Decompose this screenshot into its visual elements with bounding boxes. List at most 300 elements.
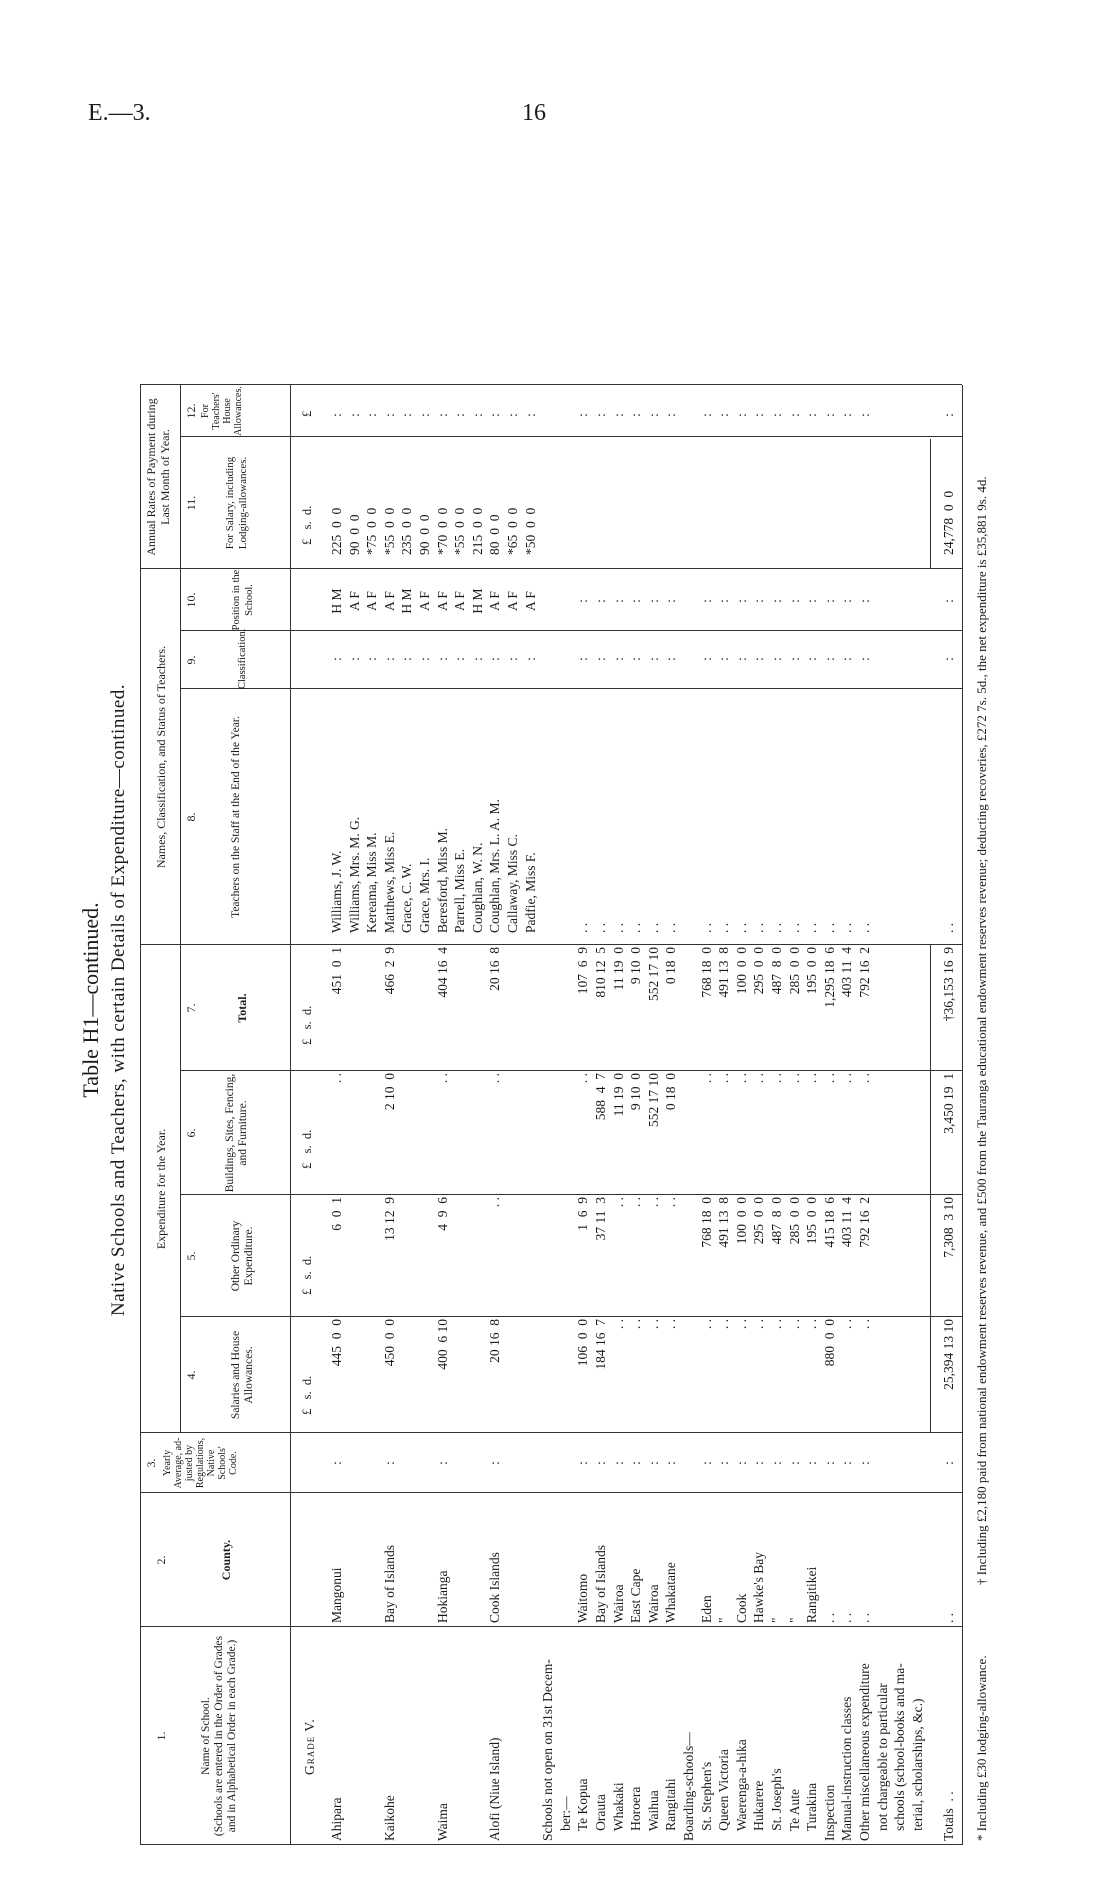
cell-name: Whakaki [610, 1782, 626, 1841]
table-row [715, 155, 732, 1845]
cell-teacher: . . [751, 922, 767, 933]
cell-salaries: 880 0 0 [821, 1319, 837, 1367]
cell-name: Orauta [593, 1794, 608, 1841]
cell-buildings: 11 19 0 [610, 1073, 626, 1117]
cell-buildings: . . [839, 1073, 855, 1084]
cell-allowance: : [487, 413, 503, 417]
table-row [451, 155, 468, 1845]
cell-name: not chargeable to particular [874, 1683, 890, 1841]
cell-attendance: : [857, 1461, 872, 1465]
cell-salary-rate: 24,778 0 0 [941, 490, 956, 555]
table-row [874, 155, 891, 1845]
cell-other-exp: 6 0 1 [329, 1197, 344, 1231]
cell-classification: : [522, 657, 538, 661]
cell-position: A F [381, 591, 397, 611]
cell-buildings: 552 17 10 [645, 1073, 661, 1127]
table-row [645, 155, 662, 1845]
table-row [398, 155, 415, 1845]
cell-teacher: Williams, J. W. [329, 850, 344, 933]
table-row [381, 155, 398, 1845]
cell-salary-rate: *55 0 0 [381, 507, 397, 555]
table-row [662, 155, 679, 1845]
colnum-8: 8. [184, 812, 198, 822]
cell-teacher: Coughlan, W. N. [469, 842, 485, 933]
cell-position: A F [487, 591, 503, 611]
cell-salaries: . . [751, 1319, 767, 1330]
cell-county: Cook Islands [487, 1552, 503, 1623]
cell-teacher: . . [857, 922, 872, 933]
cell-allowance: : [839, 413, 855, 417]
cell-other-exp: 37 11 3 [593, 1197, 608, 1241]
cell-allowance: : [769, 413, 784, 417]
table-row [504, 155, 521, 1845]
cell-name: Kaikohe [381, 1795, 397, 1841]
cell-total: 295 0 0 [751, 947, 767, 995]
cell-position: H M [399, 588, 415, 614]
cell-county: . . [821, 1612, 837, 1623]
unit-salaries: £ s. d. [300, 1375, 314, 1415]
colhead-salary-rate: For Salary, including Lodging-allowances. [224, 456, 249, 550]
cell-buildings: 3,450 19 1 [941, 1073, 956, 1134]
cell-name: Alofi (Niue Island) [487, 1737, 503, 1841]
table-row [592, 155, 609, 1845]
cell-buildings: . . [769, 1073, 784, 1084]
table-row [469, 155, 486, 1845]
cell-salaries: . . [716, 1319, 732, 1330]
cell-allowance: : [399, 413, 415, 417]
page-number: 16 [522, 100, 546, 126]
cell-attendance: : [610, 1461, 626, 1465]
cell-attendance: : [434, 1461, 450, 1465]
colhead-salaries: Salaries and House Allowances. [230, 1330, 255, 1420]
cell-county: Whakatane [663, 1562, 679, 1623]
cell-classification: : [804, 657, 820, 661]
cell-salary-rate: 225 0 0 [329, 507, 344, 555]
cell-salaries: . . [804, 1319, 820, 1330]
cell-classification: : [610, 657, 626, 661]
table-row [522, 155, 539, 1845]
colhead-buildings: Buildings, Sites, Fencing, and Furniture. [224, 1073, 249, 1193]
cell-position: : [821, 599, 837, 603]
cell-attendance: : [839, 1461, 855, 1465]
cell-position: : [593, 599, 608, 603]
cell-buildings: 9 10 0 [628, 1073, 644, 1111]
cell-teacher: . . [821, 922, 837, 933]
cell-classification: : [628, 657, 644, 661]
cell-allowance: : [469, 413, 485, 417]
cell-total: 285 0 0 [786, 947, 802, 995]
cell-other-exp: 1 6 9 [575, 1197, 591, 1231]
cell-salaries: . . [769, 1319, 784, 1330]
cell-name: Waerenga-a-hika [733, 1739, 749, 1841]
unit-total: £ s. d. [300, 1005, 314, 1045]
cell-county: Bay of Islands [593, 1545, 608, 1623]
cell-total: 107 6 9 [575, 947, 591, 995]
cell-name: Te Aute [786, 1788, 802, 1841]
cell-name: Te Kopua [575, 1778, 591, 1841]
cell-allowance: : [593, 413, 608, 417]
cell-county: . . [941, 1612, 956, 1623]
cell-salaries: 445 0 0 [329, 1319, 344, 1367]
cell-name: Manual-instruction classes [839, 1696, 855, 1841]
cell-position: : [628, 599, 644, 603]
cell-position: H M [469, 588, 485, 614]
cell-salaries: 400 6 10 [434, 1319, 450, 1370]
cell-teacher: . . [575, 922, 591, 933]
cell-classification: : [593, 657, 608, 661]
cell-position: : [716, 599, 732, 603]
cell-buildings: . . [751, 1073, 767, 1084]
cell-salary-rate: *70 0 0 [434, 507, 450, 555]
cell-name: Waihua [645, 1790, 661, 1841]
table-row [574, 155, 591, 1845]
cell-position: : [751, 599, 767, 603]
cell-name: Rangitahi [663, 1778, 679, 1841]
cell-buildings: . . [698, 1073, 714, 1084]
cell-total: 0 18 0 [663, 947, 679, 985]
cell-county: Rangitikei [804, 1566, 820, 1623]
cell-allowance: : [575, 413, 591, 417]
cell-salaries: . . [733, 1319, 749, 1330]
cell-total: 487 8 0 [769, 947, 784, 995]
page-header [0, 0, 1114, 140]
cell-salary-rate: 235 0 0 [399, 507, 415, 555]
cell-salary-rate: 90 0 0 [417, 514, 432, 555]
cell-salaries: 450 0 0 [381, 1319, 397, 1367]
cell-classification: : [346, 657, 362, 661]
unit-other-exp: £ s. d. [300, 1255, 314, 1295]
cell-attendance: : [821, 1461, 837, 1465]
cell-teacher: Kereama, Miss M. [364, 832, 380, 933]
cell-teacher: Grace, C. W. [399, 863, 415, 933]
cell-name: Boarding-schools— [681, 1732, 696, 1841]
group-expenditure: Expenditure for the Year. [154, 1128, 168, 1250]
cell-allowance: : [663, 413, 679, 417]
cell-total: 451 0 1 [329, 947, 344, 995]
colhead-attendance: Yearly Average, ad-justed by Regulations, Native Schools' Code. [162, 1437, 239, 1489]
cell-total: 9 10 0 [628, 947, 644, 985]
cell-attendance: : [645, 1461, 661, 1465]
cell-buildings: . . [786, 1073, 802, 1084]
cell-allowance: : [364, 413, 380, 417]
cell-position: : [941, 599, 956, 603]
table-row [363, 155, 380, 1845]
table-label: Table H1—continued. [78, 902, 103, 1098]
colnum-2: 2. [154, 1555, 168, 1565]
cell-buildings: 2 10 0 [381, 1073, 397, 1111]
cell-position: A F [452, 591, 468, 611]
grade-heading: Grade V. [302, 1718, 317, 1775]
cell-classification: : [769, 657, 784, 661]
cell-position: H M [329, 588, 344, 614]
cell-total: 768 18 0 [698, 947, 714, 998]
cell-salaries: 184 16 7 [593, 1319, 608, 1370]
cell-classification: : [698, 657, 714, 661]
table-row [733, 155, 750, 1845]
cell-position: : [733, 599, 749, 603]
cell-teacher: Padfie, Miss F. [522, 852, 538, 933]
cell-salary-rate: *55 0 0 [452, 507, 468, 555]
cell-name: St. Stephen's [698, 1761, 714, 1841]
cell-attendance: : [716, 1461, 732, 1465]
cell-classification: : [716, 657, 732, 661]
cell-buildings: . . [329, 1073, 344, 1084]
cell-position: : [575, 599, 591, 603]
colhead-house-allowance: For Teachers' House Allowances. [200, 386, 244, 436]
cell-name: terial, scholarships, &c.) [909, 1698, 925, 1841]
cell-position: A F [417, 591, 432, 611]
cell-county: " [786, 1617, 802, 1623]
cell-classification: : [452, 657, 468, 661]
cell-teacher: . . [593, 922, 608, 933]
cell-position: : [645, 599, 661, 603]
cell-allowance: : [716, 413, 732, 417]
cell-classification: : [434, 657, 450, 661]
cell-allowance: : [610, 413, 626, 417]
cell-classification: : [733, 657, 749, 661]
cell-teacher: Grace, Mrs. I. [417, 857, 432, 933]
table-row [627, 155, 644, 1845]
cell-teacher: . . [769, 922, 784, 933]
cell-name: ber:— [557, 1796, 573, 1841]
colhead-other-exp: Other Ordinary Expenditure. [230, 1220, 255, 1292]
cell-name: Inspection [821, 1784, 837, 1841]
cell-allowance: : [505, 413, 520, 417]
cell-allowance: : [645, 413, 661, 417]
footnote-star: * Including £30 lodging-allowance. [974, 1655, 989, 1841]
cell-buildings: . . [716, 1073, 732, 1084]
cell-county: Eden [698, 1595, 714, 1623]
cell-allowance: : [522, 413, 538, 417]
cell-buildings: . . [857, 1073, 872, 1084]
cell-county: Wairoa [610, 1584, 626, 1623]
cell-name: Horoera [628, 1786, 644, 1841]
cell-other-exp: 491 13 8 [716, 1197, 732, 1248]
cell-teacher: Matthews, Miss E. [381, 831, 397, 933]
cell-other-exp: 768 18 0 [698, 1197, 714, 1248]
cell-teacher: Callaway, Miss C. [505, 834, 520, 933]
cell-salaries: . . [663, 1319, 679, 1330]
cell-name: Ahipara [329, 1797, 344, 1841]
totals-rule-exp [930, 945, 931, 1433]
cell-name: Schools not open on 31st Decem- [540, 1659, 556, 1841]
cell-attendance: : [381, 1461, 397, 1465]
cell-allowance: : [452, 413, 468, 417]
cell-name: Totals . . [941, 1791, 956, 1841]
table-row [328, 155, 345, 1845]
cell-total: 491 13 8 [716, 947, 732, 998]
cell-position: A F [346, 591, 362, 611]
cell-county: " [769, 1617, 784, 1623]
cell-salaries: 106 0 0 [575, 1319, 591, 1367]
cell-name: Other miscellaneous expenditure [857, 1663, 872, 1841]
colnum-12: 12. [184, 403, 198, 419]
cell-classification: : [329, 657, 344, 661]
cell-other-exp: 295 0 0 [751, 1197, 767, 1245]
cell-classification: : [663, 657, 679, 661]
cell-salary-rate: 80 0 0 [487, 514, 503, 555]
cell-position: : [769, 599, 784, 603]
colnum-6: 6. [184, 1128, 198, 1138]
cell-total: 20 16 8 [487, 947, 503, 991]
colhead-name-sub: (Schools are entered in the Order of Grades and in Alphabetical Order in each Grade.) [213, 1635, 238, 1837]
table-row [909, 155, 926, 1845]
colhead-name-title: Name of School. [200, 1697, 212, 1775]
cell-salaries: . . [610, 1319, 626, 1330]
cell-buildings: . . [821, 1073, 837, 1084]
cell-total: 792 16 2 [857, 947, 872, 998]
cell-teacher: . . [786, 922, 802, 933]
cell-total: 195 0 0 [804, 947, 820, 995]
table-row [891, 155, 908, 1845]
cell-classification: : [399, 657, 415, 661]
cell-salaries: . . [857, 1319, 872, 1330]
cell-total: 1,295 18 6 [821, 947, 837, 1008]
cell-county: . . [857, 1612, 872, 1623]
cell-attendance: : [487, 1461, 503, 1465]
cell-total: 552 17 10 [645, 947, 661, 1001]
report-code: E.—3. [88, 100, 151, 126]
cell-classification: : [575, 657, 591, 661]
cell-teacher: Williams, Mrs. M. G. [346, 816, 362, 933]
cell-allowance: : [698, 413, 714, 417]
cell-name: Waima [434, 1803, 450, 1841]
cell-classification: : [941, 657, 956, 661]
cell-county: Bay of Islands [381, 1545, 397, 1623]
colnum-11: 11. [184, 495, 198, 511]
table-row [486, 155, 503, 1845]
colnum-5: 5. [184, 1251, 198, 1261]
cell-other-exp: 100 0 0 [733, 1197, 749, 1245]
cell-county: " [716, 1617, 732, 1623]
cell-allowance: : [804, 413, 820, 417]
cell-attendance: : [593, 1461, 608, 1465]
colhead-position: Position in the School. [231, 569, 255, 631]
cell-classification: : [417, 657, 432, 661]
table-row [821, 155, 838, 1845]
cell-other-exp: . . [487, 1197, 503, 1208]
cell-teacher: . . [804, 922, 820, 933]
cell-classification: : [364, 657, 380, 661]
cell-teacher: . . [733, 922, 749, 933]
cell-classification: : [645, 657, 661, 661]
cell-attendance: : [786, 1461, 802, 1465]
cell-teacher: . . [610, 922, 626, 933]
cell-name: Queen Victoria [716, 1749, 732, 1841]
cell-total: 100 0 0 [733, 947, 749, 995]
cell-other-exp: . . [610, 1197, 626, 1208]
cell-buildings: . . [733, 1073, 749, 1084]
cell-classification: : [381, 657, 397, 661]
cell-other-exp: 415 18 6 [821, 1197, 837, 1248]
cell-county: Cook [733, 1593, 749, 1623]
table-row [610, 155, 627, 1845]
teachers-group-rule [180, 569, 181, 945]
cell-allowance: : [628, 413, 644, 417]
cell-other-exp: 403 11 4 [839, 1197, 855, 1248]
cell-classification: : [505, 657, 520, 661]
cell-allowance: : [821, 413, 837, 417]
cell-teacher: . . [716, 922, 732, 933]
cell-salaries: 25,394 13 10 [941, 1319, 956, 1390]
cell-teacher: . . [645, 922, 661, 933]
cell-allowance: : [941, 413, 956, 417]
cell-salary-rate: *50 0 0 [522, 507, 538, 555]
cell-attendance: : [733, 1461, 749, 1465]
cell-other-exp: 285 0 0 [786, 1197, 802, 1245]
cell-attendance: : [941, 1461, 956, 1465]
cell-attendance: : [575, 1461, 591, 1465]
table-row [803, 155, 820, 1845]
colhead-name [200, 1633, 239, 1839]
cell-county: Hawke's Bay [751, 1551, 767, 1623]
colnum-10: 10. [184, 592, 198, 608]
cell-county: Hokianga [434, 1570, 450, 1623]
cell-allowance: : [786, 413, 802, 417]
colhead-county [220, 1493, 234, 1627]
cell-allowance: : [346, 413, 362, 417]
cell-buildings: 588 4 7 [593, 1073, 608, 1121]
cell-position: : [663, 599, 679, 603]
cell-buildings: . . [487, 1073, 503, 1084]
cell-allowance: : [381, 413, 397, 417]
expenditure-group-rule [180, 945, 181, 1433]
unit-buildings: £ s. d. [300, 1129, 314, 1169]
table-row [539, 155, 556, 1845]
cell-attendance: : [751, 1461, 767, 1465]
cell-buildings: 0 18 0 [663, 1073, 679, 1111]
unit-salary-rate: £ s. d. [300, 505, 314, 545]
colnum-3: 3. [144, 1458, 158, 1468]
table-row [750, 155, 767, 1845]
cell-position: : [786, 599, 802, 603]
cell-classification: : [469, 657, 485, 661]
cell-teacher: . . [628, 922, 644, 933]
cell-attendance: : [663, 1461, 679, 1465]
cell-teacher: Coughlan, Mrs. L. A. M. [487, 799, 503, 933]
cell-county: . . [839, 1612, 855, 1623]
cell-total: 466 2 9 [381, 947, 397, 995]
cell-allowance: : [329, 413, 344, 417]
cell-teacher: . . [941, 922, 956, 933]
colnum-9: 9. [184, 655, 198, 665]
colhead-total [236, 947, 250, 1069]
table-row [680, 155, 697, 1845]
group-teachers: Names, Classification, and Status of Teachers. [154, 645, 168, 869]
table-row [698, 155, 715, 1845]
cell-attendance: : [804, 1461, 820, 1465]
footnote-dagger: † Including £2,180 paid from national endowment reserves revenue, and £500 from the Tauranga educational endowment reserves revenue; deducting recoveries, £272 7s. 5d., the net expenditure is £35,881 9s. 4d. [974, 476, 989, 1585]
cell-allowance: : [751, 413, 767, 417]
cell-position: : [804, 599, 820, 603]
cell-other-exp: 7,308 3 10 [941, 1197, 956, 1258]
cell-county: Mangonui [329, 1567, 344, 1623]
cell-salaries: . . [645, 1319, 661, 1330]
cell-name: Hukarere [751, 1780, 767, 1841]
table-row [434, 155, 451, 1845]
cell-total: 810 12 5 [593, 947, 608, 998]
table-row [856, 155, 873, 1845]
table-row [786, 155, 803, 1845]
cell-position: A F [522, 591, 538, 611]
cell-teacher: . . [839, 922, 855, 933]
cell-classification: : [487, 657, 503, 661]
table-row [768, 155, 785, 1845]
cell-teacher: Beresford, Miss M. [434, 828, 450, 933]
cell-position: A F [434, 591, 450, 611]
rotated-table-page [78, 155, 1038, 1845]
colnum-7: 7. [184, 1003, 198, 1013]
